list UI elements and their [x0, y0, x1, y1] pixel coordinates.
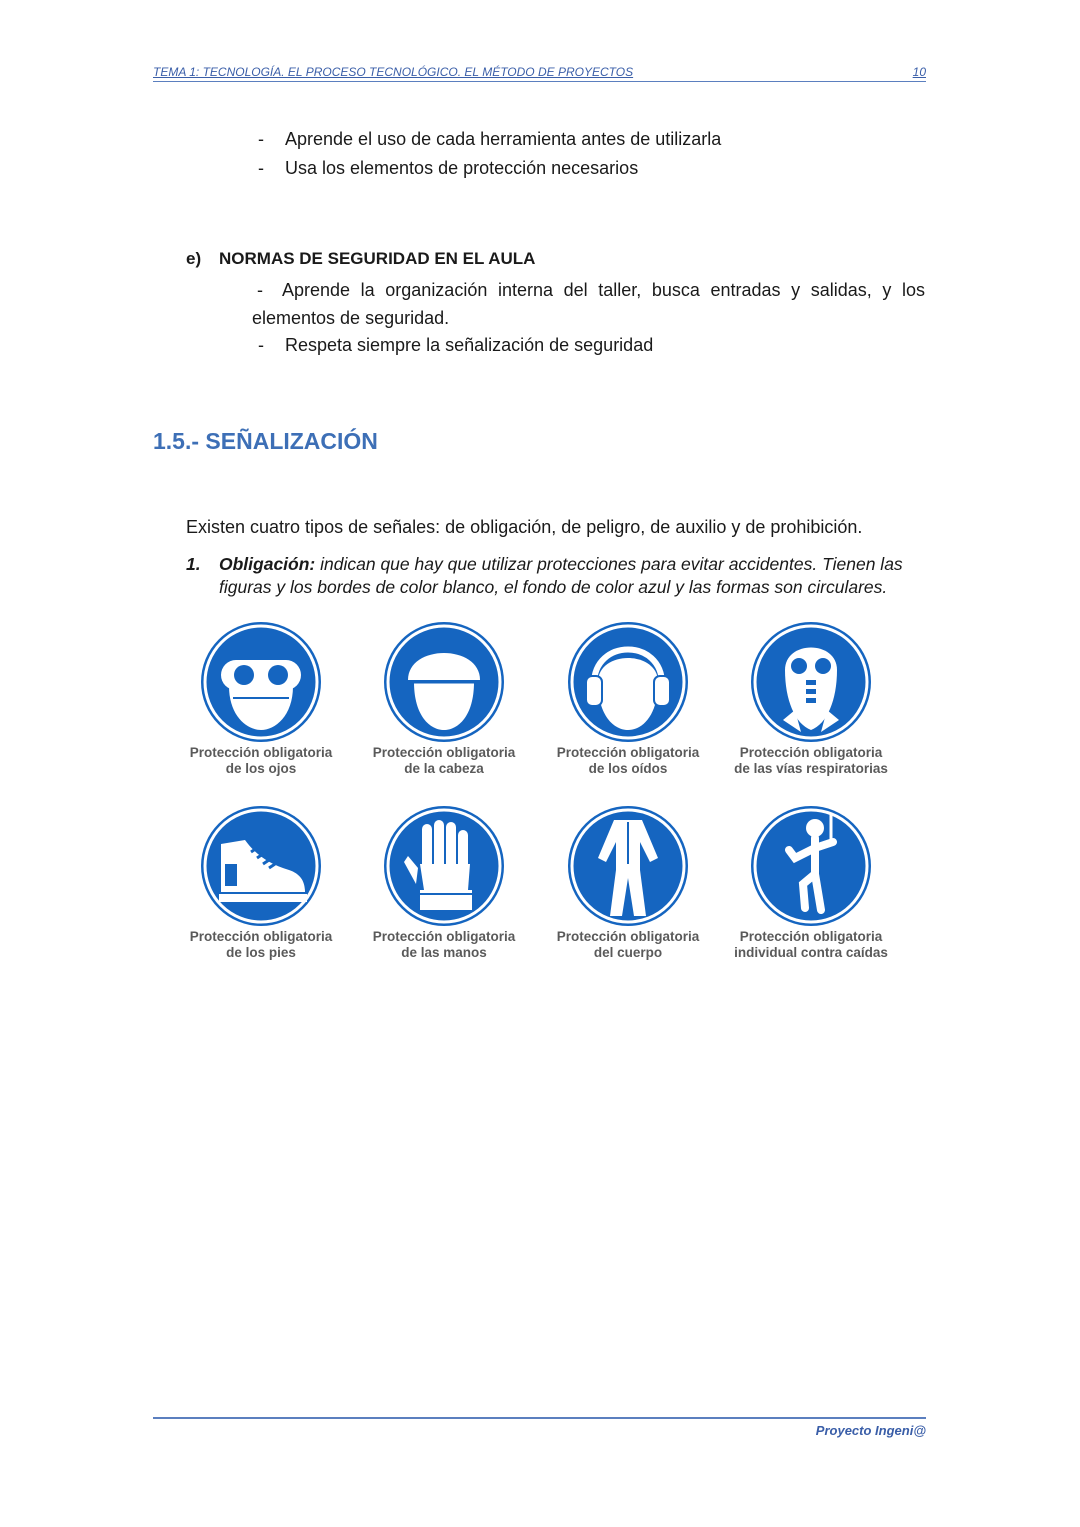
section-heading: 1.5.- SEÑALIZACIÓN	[153, 428, 378, 454]
sign-eye-protection	[169, 620, 353, 777]
harness-icon	[749, 804, 873, 928]
caption-line: de la cabeza	[404, 761, 484, 776]
caption-line: de las vías respiratorias	[734, 761, 888, 776]
ear-protection-icon	[566, 620, 690, 744]
goggles-icon	[199, 620, 323, 744]
section-title: NORMAS DE SEGURIDAD EN EL AULA	[219, 249, 536, 268]
sign-caption	[536, 745, 720, 777]
coverall-icon	[566, 804, 690, 928]
bullet-dash: -	[257, 280, 263, 300]
page-number: 10	[912, 65, 926, 79]
caption-line: de los oídos	[588, 761, 668, 776]
caption-line: Protección obligatoria	[556, 929, 700, 944]
bullet-text: Usa los elementos de protección necesarios	[285, 158, 639, 178]
caption-line: Protección obligatoria	[372, 929, 516, 944]
item-text: indican que hay que utilizar protecciones para evitar accidentes. Tienen las figuras y los bordes de color blanco, el fondo de color azul y las formas son circulares.	[219, 554, 903, 597]
intro-paragraph: Existen cuatro tipos de señales: de obligación, de peligro, de auxilio y de prohibición.	[186, 517, 863, 537]
sign-respiratory-protection	[719, 620, 903, 777]
respirator-icon	[749, 620, 873, 744]
header-title: TEMA 1: TECNOLOGÍA. EL PROCESO TECNOLÓGICO. EL MÉTODO DE PROYECTOS	[153, 65, 634, 79]
sign-ear-protection	[536, 620, 720, 777]
sign-caption	[352, 745, 536, 777]
caption-line: Protección obligatoria	[189, 929, 333, 944]
section-letter: e)	[186, 249, 202, 268]
sign-caption	[169, 929, 353, 961]
caption-line: Protección obligatoria	[556, 745, 700, 760]
bullet-dash: -	[258, 129, 264, 149]
glove-icon	[382, 804, 506, 928]
boot-icon	[199, 804, 323, 928]
sign-fall-protection	[719, 804, 903, 961]
sign-caption	[719, 929, 903, 961]
helmet-icon	[382, 620, 506, 744]
bullet-dash: -	[258, 335, 264, 355]
section-e-heading	[186, 249, 535, 269]
caption-line: de las manos	[401, 945, 487, 960]
caption-line: de los pies	[226, 945, 296, 960]
sign-caption	[352, 929, 536, 961]
caption-line: del cuerpo	[593, 945, 663, 960]
item-term: Obligación:	[219, 554, 316, 574]
caption-line: Protección obligatoria	[739, 745, 883, 760]
bullet-text: Respeta siempre la señalización de seguridad	[285, 335, 654, 355]
sign-caption	[169, 745, 353, 777]
sign-foot-protection	[169, 804, 353, 961]
sign-head-protection	[352, 620, 536, 777]
sign-caption	[719, 745, 903, 777]
sign-caption	[536, 929, 720, 961]
page-header	[153, 63, 926, 82]
sign-hand-protection	[352, 804, 536, 961]
item-number: 1.	[186, 554, 201, 574]
page-footer	[153, 1417, 926, 1438]
bullet-dash: -	[258, 158, 264, 178]
caption-line: Protección obligatoria	[372, 745, 516, 760]
sign-body-protection	[536, 804, 720, 961]
item-body	[219, 553, 926, 599]
caption-line: de los ojos	[225, 761, 297, 776]
caption-line: Protección obligatoria	[739, 929, 883, 944]
bullet-text: Aprende la organización interna del taller, busca entradas y salidas, y los elementos de seguridad.	[252, 280, 925, 328]
section-e-item	[252, 276, 925, 332]
caption-line: individual contra caídas	[734, 945, 888, 960]
bullet-text: Aprende el uso de cada herramienta antes de utilizarla	[285, 129, 722, 149]
caption-line: Protección obligatoria	[189, 745, 333, 760]
footer-text: Proyecto Ingeni@	[815, 1423, 926, 1438]
